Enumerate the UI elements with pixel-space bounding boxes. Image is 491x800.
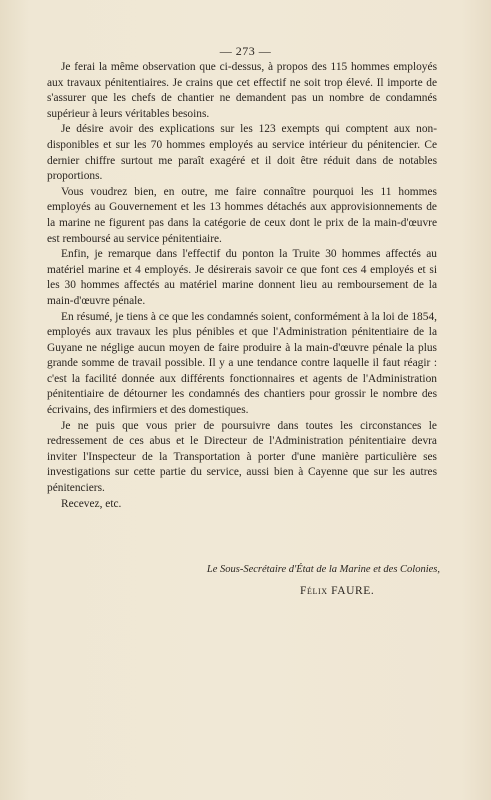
letter-body	[47, 60, 437, 512]
signature-title: Le Sous-Secrétaire d'État de la Marine et des Colonies,	[206, 564, 440, 575]
paragraph-4: Enfin, je remarque dans l'effectif du ponton la Truite 30 hommes affectés au matériel marine et 4 employés. Je désirerais savoir ce que font ces 4 employés et si les 30 hommes affectés au matériel marine donnent lieu au remboursement de la main-d'œuvre pénale.	[47, 248, 437, 307]
paragraph-2: Je désire avoir des explications sur les 123 exempts qui comptent aux non-disponibles et sur les 70 hommes employés au service intérieur du pénitencier. Ce dernier chiffre surtout me paraît exagéré et il doit être réduit dans de notables proportions.	[47, 123, 437, 183]
paragraph-6: Je ne puis que vous prier de poursuivre dans toutes les circonstances le redressement de ces abus et le Directeur de l'Administration pénitentiaire devra inviter l'Inspecteur de la Transportation à porter d'une manière particulière ses investigations sur cette partie du service, aussi bien à Cayenne que sur les autres pénitenciers.	[47, 419, 437, 495]
page-number: — 273 —	[219, 44, 272, 58]
paragraph-3: Vous voudrez bien, en outre, me faire connaître pourquoi les 11 hommes employés au Gouvernement et les 13 hommes détachés aux approvisionnements de la marine ne figurent pas dans la catégorie de ceux dont le prix de la main-d'œuvre est remboursé au service pénitentiaire.	[47, 185, 437, 245]
paragraph-1: Je ferai la même observation que ci-dessus, à propos des 115 hommes employés aux travaux pénitentiaires. Je crains que cet effectif ne soit trop élevé. Il importe de s'assurer que les chefs de chantier ne demandent pas un nombre de condamnés supérieur à leurs véritables besoins.	[47, 61, 437, 120]
closing-formula: Recevez, etc.	[61, 497, 122, 510]
signature-name: Félix FAURE.	[300, 585, 375, 597]
paragraph-5: En résumé, je tiens à ce que les condamnés soient, conformément à la loi de 1854, employés aux travaux les plus pénibles et que l'Administration pénitentiaire de la Guyane ne néglige aucun moyen de faire produire à la main-d'œuvre pénale la plus grande somme de travail possible. Il y a une tendance contre laquelle il faut réagir : c'est la facilité donnée aux différents fonctionnaires et agents de l'Administration pénitentiaire de détourner les condamnés des chantiers pour grossir le nombre des écrivains, des infirmiers et des domestiques.	[47, 310, 437, 417]
